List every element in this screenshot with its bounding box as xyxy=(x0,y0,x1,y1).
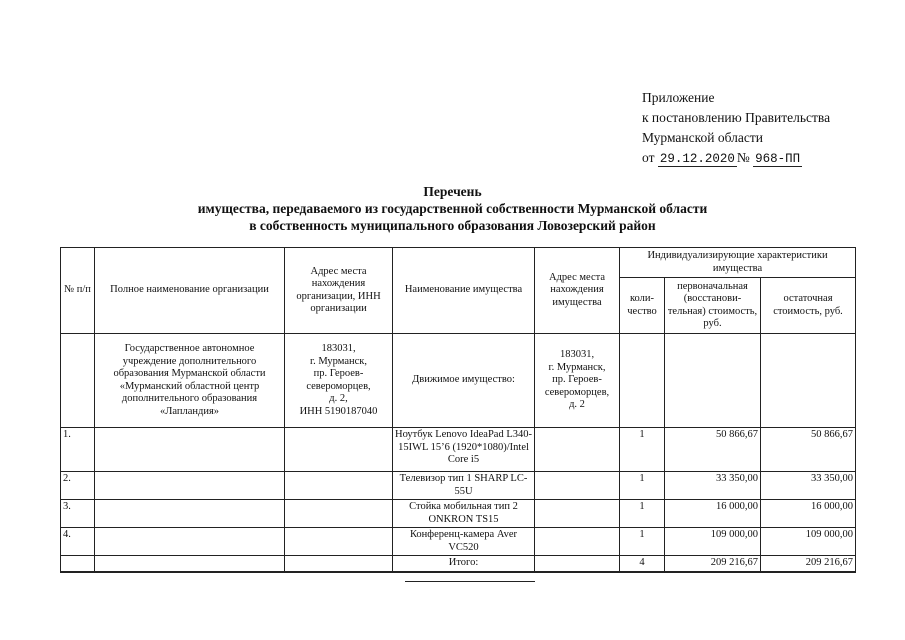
property-address-line: д. 2 xyxy=(569,399,585,411)
appendix-date: 29.12.2020 xyxy=(659,152,735,166)
org-row-num xyxy=(61,334,95,428)
header-property-name: Наименование имущества xyxy=(393,248,535,334)
row-initial-cost: 33 350,00 xyxy=(665,472,761,500)
row-address-empty xyxy=(285,472,393,500)
row-item-address-empty xyxy=(535,500,620,528)
movable-property-heading: Движимое имущество: xyxy=(393,334,535,428)
org-name-cell: Государственное автономное учреждение дополнительного образования Мурманской области «Мурманский областной центр дополнительного образования «Лапландия» xyxy=(95,334,285,428)
row-item-address-empty xyxy=(535,528,620,556)
property-table xyxy=(60,247,856,573)
total-org-empty xyxy=(95,556,285,572)
total-label: Итого: xyxy=(393,556,535,572)
title-line-3: в собственность муниципального образования Ловозерский район xyxy=(249,218,656,233)
row-residual-cost: 33 350,00 xyxy=(761,472,856,500)
row-item-name: Ноутбук Lenovo IdeaPad L340-15IWL 15’6 (1920*1080)/Intel Core i5 xyxy=(393,428,535,472)
row-address-empty xyxy=(285,428,393,472)
total-row xyxy=(61,556,856,572)
row-initial-cost: 109 000,00 xyxy=(665,528,761,556)
header-org-address: Адрес места нахождения организации, ИНН организации xyxy=(285,248,393,334)
date-prefix: от xyxy=(642,150,655,165)
org-row-initial xyxy=(665,334,761,428)
header-initial-cost: первоначальная (восстанови-тельная) стоимость, руб. xyxy=(665,278,761,334)
org-address-line: д. 2, xyxy=(329,393,348,404)
row-qty: 1 xyxy=(620,500,665,528)
appendix-date-line xyxy=(642,148,892,169)
row-item-name: Телевизор тип 1 SHARP LC-55U xyxy=(393,472,535,500)
header-num: № п/п xyxy=(61,248,95,334)
table-row xyxy=(61,528,856,556)
org-address-line: ИНН 5190187040 xyxy=(299,405,378,417)
org-row-residual xyxy=(761,334,856,428)
row-num: 3. xyxy=(61,500,95,528)
header-row-1 xyxy=(61,248,856,278)
row-qty: 1 xyxy=(620,472,665,500)
appendix-title: Приложение xyxy=(642,90,715,105)
property-address-line: 183031, xyxy=(559,349,595,361)
org-address-line: пр. Героев- xyxy=(313,368,364,379)
org-row-qty xyxy=(620,334,665,428)
property-address-line: североморцев, xyxy=(544,386,610,398)
org-address-line: североморцев, xyxy=(306,380,371,392)
row-initial-cost: 50 866,67 xyxy=(665,428,761,472)
property-address-line: пр. Героев- xyxy=(552,374,602,386)
row-item-name: Конференц-камера Aver VC520 xyxy=(393,528,535,556)
property-address-cell xyxy=(535,334,620,428)
row-residual-cost: 16 000,00 xyxy=(761,500,856,528)
total-qty: 4 xyxy=(620,556,665,572)
table-row xyxy=(61,428,856,472)
org-address-line: г. Мурманск, xyxy=(309,355,368,367)
org-row xyxy=(61,334,856,428)
header-residual-cost: остаточная стоимость, руб. xyxy=(761,278,856,334)
row-address-empty xyxy=(285,528,393,556)
appendix-region: Мурманской области xyxy=(642,130,763,145)
row-org-empty xyxy=(95,528,285,556)
row-org-empty xyxy=(95,472,285,500)
row-num: 4. xyxy=(61,528,95,556)
appendix-number: 968-ПП xyxy=(755,152,801,166)
row-item-address-empty xyxy=(535,472,620,500)
header-characteristics: Индивидуализирующие характеристики имущества xyxy=(620,248,856,278)
property-address-line: г. Мурманск, xyxy=(548,361,606,373)
row-org-empty xyxy=(95,500,285,528)
total-item-address-empty xyxy=(535,556,620,572)
row-address-empty xyxy=(285,500,393,528)
appendix-resolution: к постановлению Правительства xyxy=(642,110,831,125)
row-qty: 1 xyxy=(620,528,665,556)
row-num: 2. xyxy=(61,472,95,500)
row-residual-cost: 50 866,67 xyxy=(761,428,856,472)
total-address-empty xyxy=(285,556,393,572)
header-property-address: Адрес места нахождения имущества xyxy=(535,248,620,334)
header-quantity: коли-чество xyxy=(620,278,665,334)
total-num-empty xyxy=(61,556,95,572)
table-row xyxy=(61,500,856,528)
total-initial-cost: 209 216,67 xyxy=(665,556,761,572)
row-residual-cost: 109 000,00 xyxy=(761,528,856,556)
row-org-empty xyxy=(95,428,285,472)
table-row xyxy=(61,472,856,500)
org-address-cell xyxy=(285,334,393,428)
row-initial-cost: 16 000,00 xyxy=(665,500,761,528)
row-item-address-empty xyxy=(535,428,620,472)
row-qty: 1 xyxy=(620,428,665,472)
appendix-block xyxy=(642,88,892,169)
row-item-name: Стойка мобильная тип 2 ONKRON TS15 xyxy=(393,500,535,528)
row-num: 1. xyxy=(61,428,95,472)
title-line-2: имущества, передаваемого из государственной собственности Мурманской области xyxy=(197,201,708,216)
closing-divider xyxy=(405,581,535,582)
number-prefix: № xyxy=(736,150,750,165)
title-line-1: Перечень xyxy=(423,184,482,199)
org-address-line: 183031, xyxy=(321,343,356,354)
document-title xyxy=(60,183,845,234)
header-org-name: Полное наименование организации xyxy=(95,248,285,334)
total-residual-cost: 209 216,67 xyxy=(761,556,856,572)
